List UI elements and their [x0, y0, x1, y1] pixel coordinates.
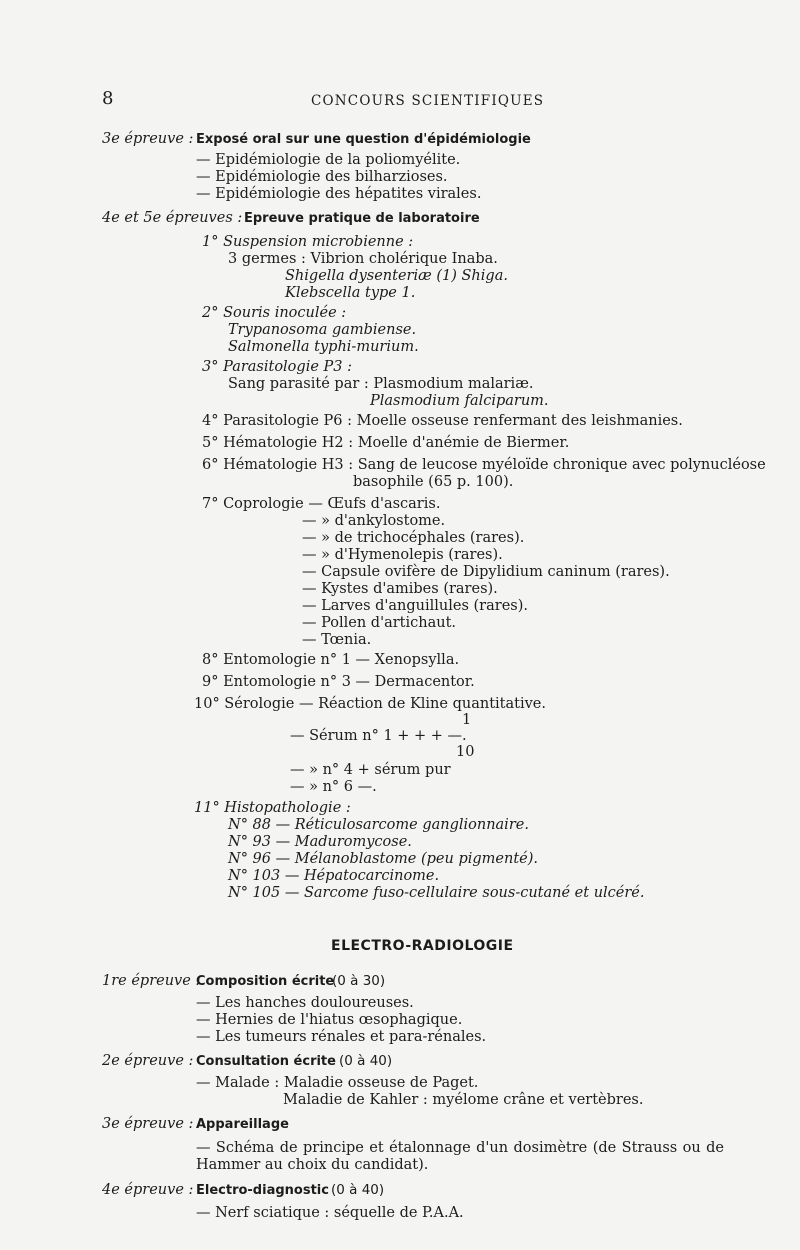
- lab-item-7f: — Larves d'anguillules (rares).: [302, 598, 528, 614]
- list-item: — Hernies de l'hiatus œsophagique.: [196, 1012, 463, 1028]
- lab-item-11d: N° 103 — Hépatocarcinome.: [228, 868, 440, 884]
- lab-item-6b: basophile (65 p. 100).: [353, 474, 514, 490]
- electro-epreuve-4-scale: (0 à 40): [331, 1182, 385, 1198]
- lab-item-7b: — » de trichocéphales (rares).: [302, 530, 525, 546]
- electro-epreuve-2-scale: (0 à 40): [339, 1053, 393, 1069]
- lab-item-2b: Salmonella typhi-murium.: [228, 339, 419, 355]
- electro-epreuve-1-label: 1re épreuve :: [102, 973, 201, 989]
- list-item: — Epidémiologie des bilharzioses.: [196, 169, 448, 185]
- lab-item-7h: — Tœnia.: [302, 632, 372, 648]
- electro-epreuve-3-title: Appareillage: [196, 1117, 289, 1132]
- page-number: 8: [102, 88, 114, 109]
- lab-item-10: 10° Sérologie — Réaction de Kline quantitative.: [194, 696, 546, 712]
- lab-item-1c: Klebscella type 1.: [285, 285, 416, 301]
- lab-item-1b: Shigella dysenteriæ (1) Shiga.: [285, 268, 508, 284]
- lab-item-7g: — Pollen d'artichaut.: [302, 615, 456, 631]
- lab-item-11: 11° Histopathologie :: [194, 800, 351, 816]
- electro-epreuve-2-label: 2e épreuve :: [102, 1053, 194, 1069]
- section-title: ELECTRO-RADIOLOGIE: [331, 938, 514, 954]
- lab-item-3a: Sang parasité par : Plasmodium malariæ.: [228, 376, 534, 392]
- list-item: — Les tumeurs rénales et para-rénales.: [196, 1029, 487, 1045]
- electro-epreuve-3-text: — Schéma de principe et étalonnage d'un dosimètre (de Strauss ou de Hammer au choix du candidat).: [196, 1140, 724, 1173]
- list-item: — Nerf sciatique : séquelle de P.A.A.: [196, 1205, 464, 1221]
- epreuve-45-label: 4e et 5e épreuves :: [102, 210, 243, 226]
- list-item: — Malade : Maladie osseuse de Paget.: [196, 1075, 479, 1091]
- electro-epreuve-4-title: Electro-diagnostic: [196, 1183, 329, 1198]
- electro-epreuve-3-label: 3e épreuve :: [102, 1116, 194, 1132]
- electro-epreuve-1-title: Composition écrite: [196, 974, 335, 989]
- lab-item-6: 6° Hématologie H3 : Sang de leucose myéloïde chronique avec polynucléose: [202, 457, 766, 473]
- fraction-numerator: 1: [462, 712, 472, 728]
- epreuve-3-label: 3e épreuve :: [102, 131, 194, 147]
- running-head: CONCOURS SCIENTIFIQUES: [311, 93, 545, 109]
- lab-item-10c: — » n° 6 —.: [290, 779, 377, 795]
- lab-item-7a: — » d'ankylostome.: [302, 513, 446, 529]
- lab-item-1: 1° Suspension microbienne :: [202, 234, 414, 250]
- lab-item-9: 9° Entomologie n° 3 — Dermacentor.: [202, 674, 475, 690]
- list-item: — Epidémiologie des hépatites virales.: [196, 186, 482, 202]
- lab-item-11a: N° 88 — Réticulosarcome ganglionnaire.: [228, 817, 529, 833]
- lab-item-2: 2° Souris inoculée :: [202, 305, 347, 321]
- lab-item-8: 8° Entomologie n° 1 — Xenopsylla.: [202, 652, 460, 668]
- lab-item-7c: — » d'Hymenolepis (rares).: [302, 547, 503, 563]
- lab-item-7: 7° Coprologie — Œufs d'ascaris.: [202, 496, 441, 512]
- list-item: — Epidémiologie de la poliomyélite.: [196, 152, 461, 168]
- electro-epreuve-4-label: 4e épreuve :: [102, 1182, 194, 1198]
- lab-item-11b: N° 93 — Maduromycose.: [228, 834, 412, 850]
- electro-epreuve-2-title: Consultation écrite: [196, 1054, 336, 1069]
- lab-item-5: 5° Hématologie H2 : Moelle d'anémie de Biermer.: [202, 435, 570, 451]
- lab-item-3b: Plasmodium falciparum.: [370, 393, 549, 409]
- electro-epreuve-1-scale: (0 à 30): [332, 973, 386, 989]
- epreuve-45-title: Epreuve pratique de laboratoire: [244, 211, 480, 226]
- fraction-denominator: 10: [456, 744, 475, 760]
- lab-item-10b: — » n° 4 + sérum pur: [290, 762, 451, 778]
- lab-item-11e: N° 105 — Sarcome fuso-cellulaire sous-cutané et ulcéré.: [228, 885, 645, 901]
- lab-item-2a: Trypanosoma gambiense.: [228, 322, 417, 338]
- list-item: — Les hanches douloureuses.: [196, 995, 414, 1011]
- lab-item-7d: — Capsule ovifère de Dipylidium caninum (rares).: [302, 564, 670, 580]
- lab-item-1a: 3 germes : Vibrion cholérique Inaba.: [228, 251, 498, 267]
- lab-item-3: 3° Parasitologie P3 :: [202, 359, 352, 375]
- lab-item-7e: — Kystes d'amibes (rares).: [302, 581, 498, 597]
- lab-item-10a: — Sérum n° 1 + + + —.: [290, 728, 467, 744]
- list-item: Maladie de Kahler : myélome crâne et vertèbres.: [283, 1092, 644, 1108]
- epreuve-3-title: Exposé oral sur une question d'épidémiologie: [196, 132, 531, 147]
- lab-item-11c: N° 96 — Mélanoblastome (peu pigmenté).: [228, 851, 539, 867]
- lab-item-4: 4° Parasitologie P6 : Moelle osseuse renfermant des leishmanies.: [202, 413, 683, 429]
